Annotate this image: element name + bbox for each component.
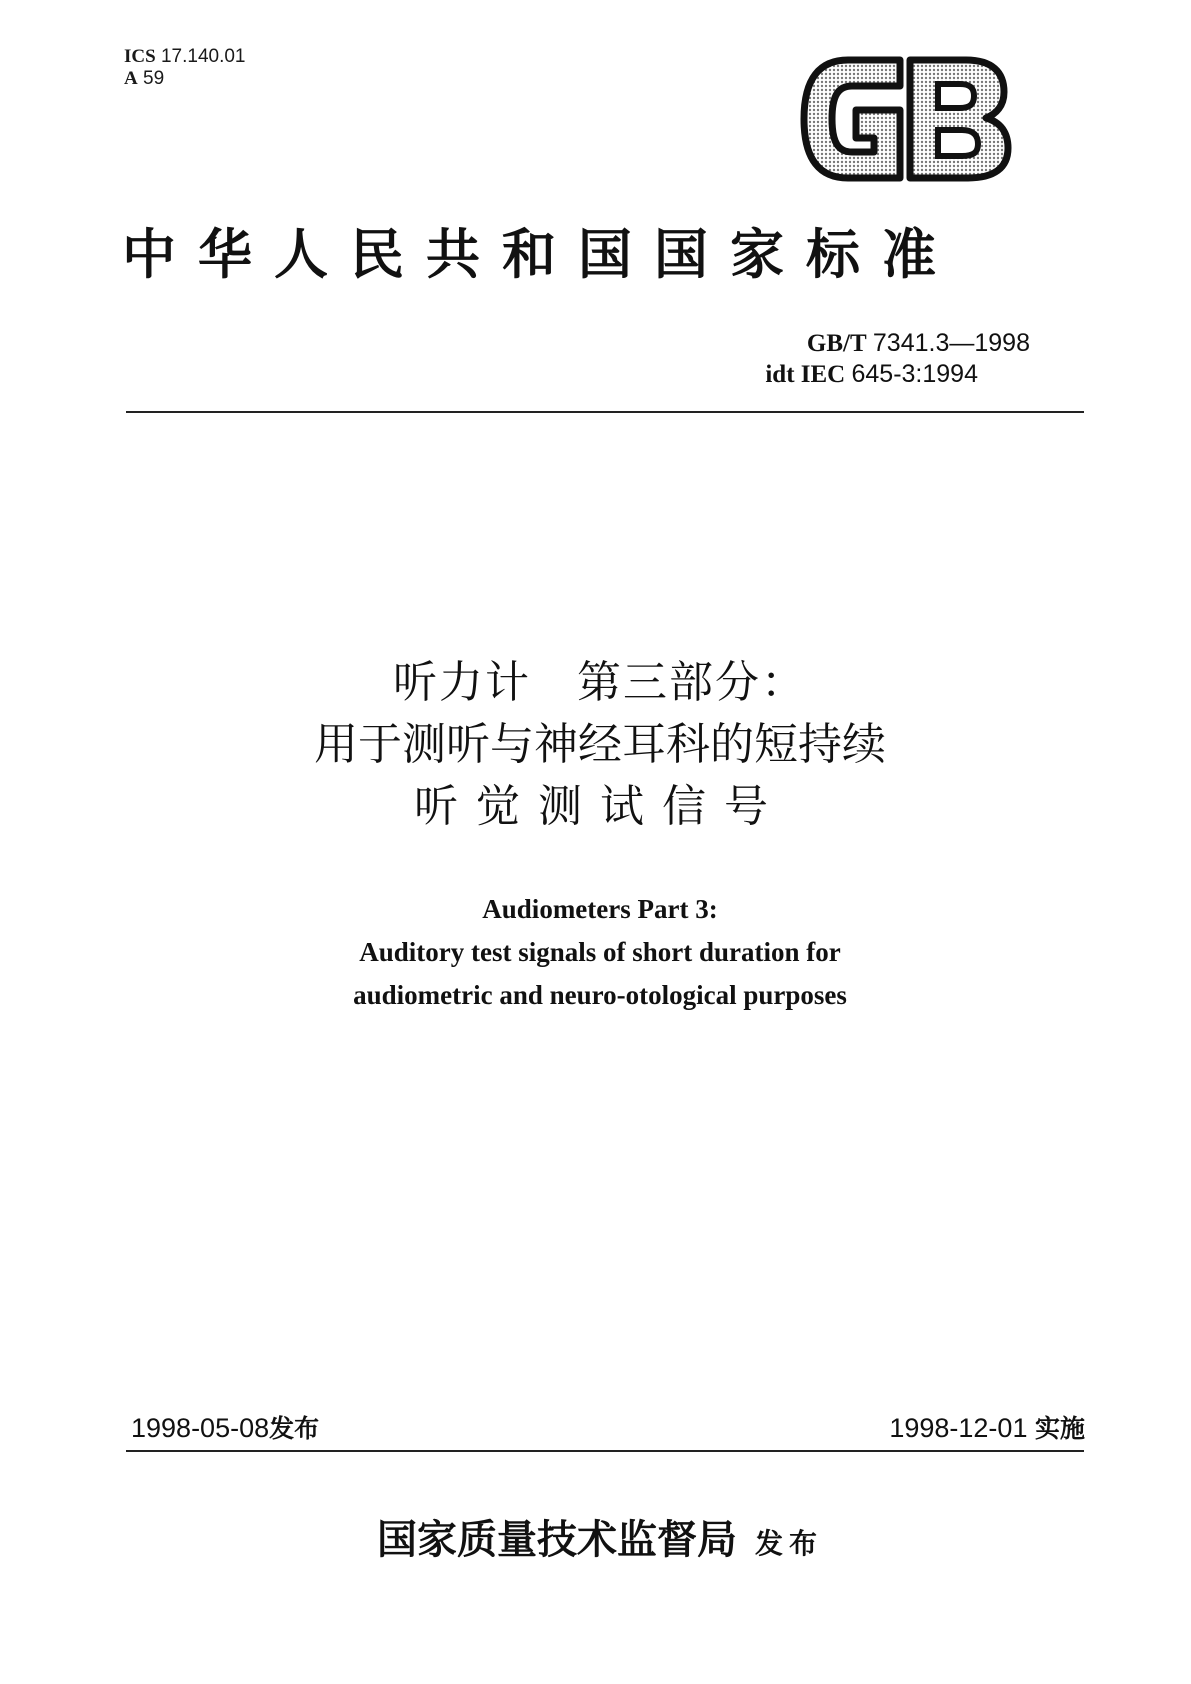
chinese-title-line-2: 用于测听与神经耳科的短持续 <box>314 719 886 770</box>
implementation-date-label: 实施 <box>1034 1414 1085 1443</box>
english-title-line-2: Auditory test signals of short duration for <box>359 937 841 967</box>
ics-code: 17.140.01 <box>160 46 246 67</box>
issue-date <box>131 1409 319 1445</box>
standard-number-prefix: GB/T <box>806 330 867 357</box>
national-standard-title: 中华人民共和国国家标准 <box>122 222 958 286</box>
ics-label: ICS <box>124 46 156 67</box>
implementation-date <box>760 1409 1085 1445</box>
ccs-code-line <box>124 68 246 90</box>
idt-prefix: idt IEC <box>765 361 846 388</box>
idt-number <box>720 359 1040 390</box>
publisher-name: 国家质量技术监督局 <box>376 1516 737 1563</box>
chinese-title-line-1: 听力计 第三部分： <box>393 657 807 708</box>
idt-number-value: 645-3:1994 <box>851 360 978 388</box>
chinese-title <box>150 652 1050 838</box>
english-title <box>200 888 1000 1017</box>
standard-number-block <box>720 328 1040 390</box>
issue-date-value: 1998-05-08 <box>131 1413 270 1443</box>
gb-logo-letter-g <box>804 60 900 178</box>
chinese-title-line-3: 听觉测试信号 <box>414 781 786 832</box>
top-divider <box>126 411 1084 413</box>
gb-logo-letter-b <box>910 60 1008 178</box>
publisher-suffix: 发布 <box>754 1527 823 1560</box>
issue-date-label: 发布 <box>269 1414 320 1443</box>
ccs-label: A <box>124 68 138 89</box>
implementation-date-value: 1998-12-01 <box>889 1413 1028 1443</box>
classification-codes <box>124 46 246 90</box>
publisher <box>200 1508 1000 1565</box>
bottom-divider <box>126 1450 1084 1452</box>
standard-number <box>720 328 1040 359</box>
gb-logo <box>800 56 1012 182</box>
english-title-line-3: audiometric and neuro-otological purposes <box>353 980 847 1010</box>
ccs-code: 59 <box>143 68 165 89</box>
ics-code-line <box>124 46 246 68</box>
standard-number-value: 7341.3—1998 <box>872 329 1030 357</box>
english-title-line-1: Audiometers Part 3: <box>482 894 718 924</box>
